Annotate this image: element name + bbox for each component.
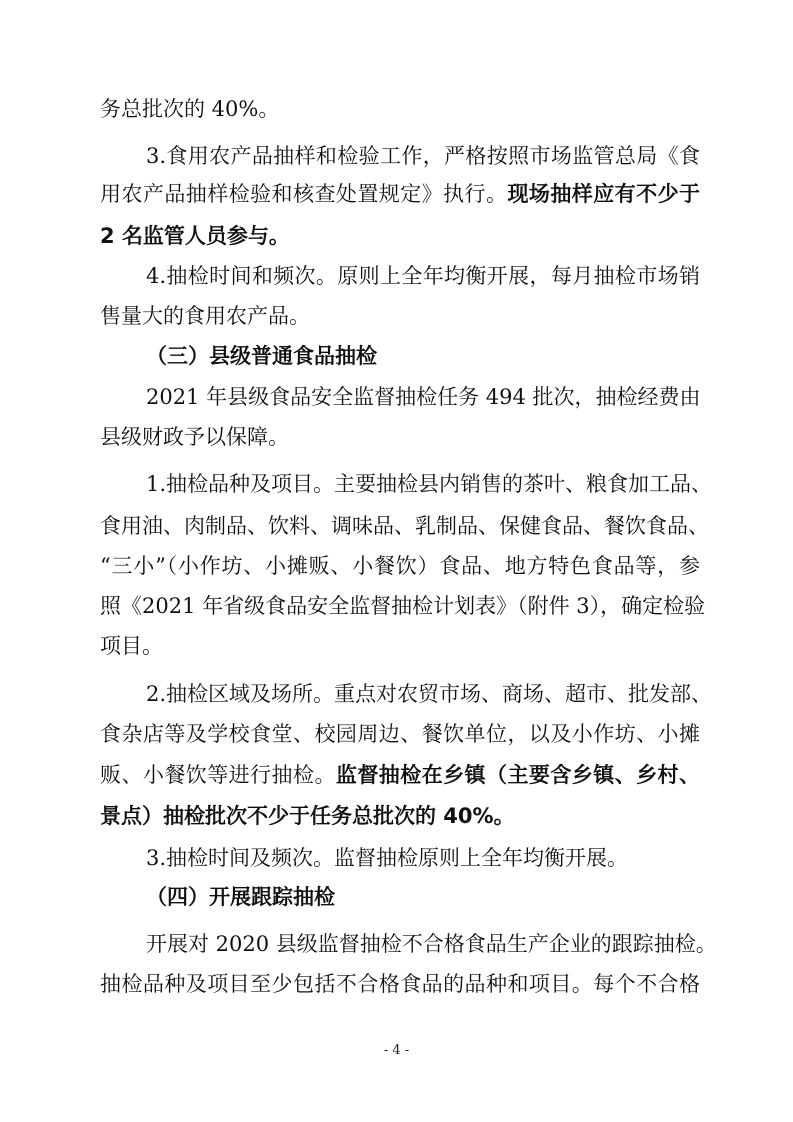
body-line: 抽检品种及项目至少包括不合格食品的品种和项目。每个不合格 — [100, 972, 700, 996]
body-line: “三小”（小作坊、小摊贩、小餐饮）食品、地方特色食品等，参 — [100, 554, 700, 578]
body-line: 照《2021 年省级食品安全监督抽检计划表》（附件 3），确定检验 — [100, 594, 706, 618]
body-line: 贩、小餐饮等进行抽检。监督抽检在乡镇（主要含乡镇、乡村、 — [100, 763, 701, 787]
section-heading: （四）开展跟踪抽检 — [146, 885, 335, 909]
body-line: 2021 年县级食品安全监督抽检任务 494 批次，抽检经费由 — [146, 385, 701, 409]
body-line: 项目。 — [100, 634, 163, 658]
body-line: 3.食用农产品抽样和检验工作，严格按照市场监管总局《食 — [146, 144, 700, 168]
body-line: 用农产品抽样检验和核查处置规定》执行。现场抽样应有不少于 — [100, 182, 701, 206]
bold-emphasis-line: 景点）抽检批次不少于任务总批次的 40%。 — [100, 804, 515, 828]
page-number: - 4 - — [383, 1043, 410, 1058]
body-line: 4.抽检时间和频次。原则上全年均衡开展，每月抽检市场销 — [146, 264, 700, 288]
body-line: 食用油、肉制品、饮料、调味品、乳制品、保健食品、餐饮食品、 — [100, 514, 709, 538]
body-line: 务总批次的 40%。 — [100, 97, 280, 121]
section-heading: （三）县级普通食品抽检 — [146, 344, 377, 368]
body-line: 2.抽检区域及场所。重点对农贸市场、商场、超市、批发部、 — [146, 682, 713, 706]
body-line: 开展对 2020 县级监督抽检不合格食品生产企业的跟踪抽检。 — [146, 932, 717, 956]
bold-emphasis: 现场抽样应有不少于 — [507, 182, 701, 206]
bold-emphasis-line: 2 名监管人员参与。 — [100, 224, 290, 248]
body-line: 1.抽检品种及项目。主要抽检县内销售的茶叶、粮食加工品、 — [146, 472, 713, 496]
body-line: 食杂店等及学校食堂、校园周边、餐饮单位，以及小作坊、小摊 — [100, 722, 700, 746]
body-line: 3.抽检时间及频次。监督抽检原则上全年均衡开展。 — [146, 846, 629, 870]
body-line: 县级财政予以保障。 — [100, 425, 289, 449]
body-line: 售量大的食用农产品。 — [100, 304, 310, 328]
bold-emphasis: 监督抽检在乡镇（主要含乡镇、乡村、 — [335, 763, 701, 787]
